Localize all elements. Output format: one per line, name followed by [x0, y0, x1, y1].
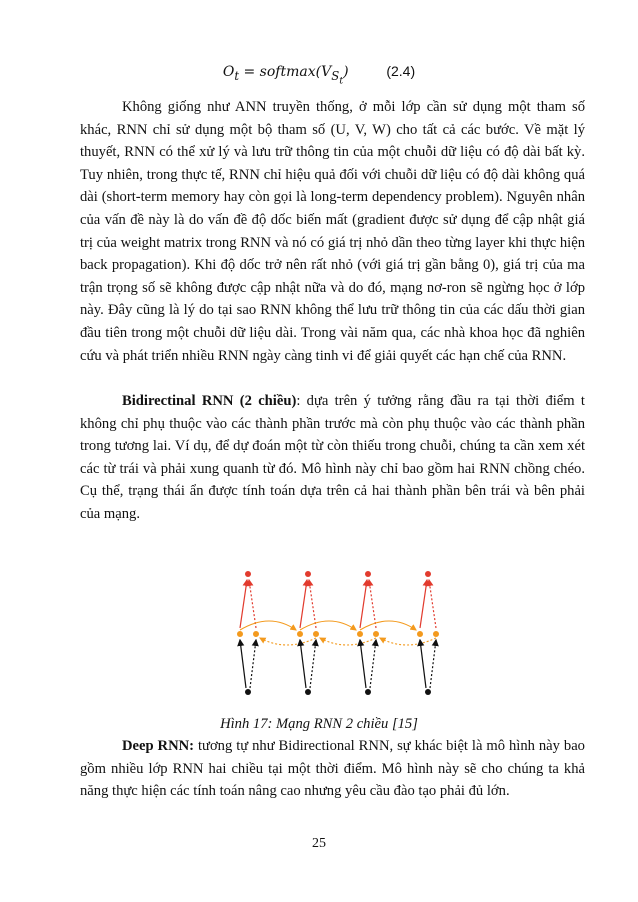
bidirectional-description: : dựa trên ý tưởng rằng đầu ra tại thời điểm t không chỉ phụ thuộc vào các thành phần trước mà còn phụ thuộc vào các thành phần trong tương lai. Ví dụ, để dự đoán một từ còn thiếu trong chuỗi, chúng ta cần xem xét các từ trái và phải xung quanh từ đó. Mô hình này chỉ bao gồm hai RNN chồng chéo. Cụ thể, trạng thái ẩn được tính toán dựa trên cả hai thành phần bên trái và bên phải của mạng.: [80, 393, 585, 522]
input-arrow-backward: [430, 640, 436, 688]
input-arrow-backward: [250, 640, 256, 688]
output-arrow: [420, 580, 427, 628]
output-arrow-backward: [249, 580, 256, 628]
output-arrow-backward: [369, 580, 376, 628]
hidden-node-forward: [237, 631, 243, 637]
forward-recurrent-arrow: [300, 621, 356, 630]
input-arrow: [420, 640, 426, 688]
hidden-node-backward: [373, 631, 379, 637]
input-arrow-backward: [310, 640, 316, 688]
input-node: [245, 689, 251, 695]
figure-caption: Hình 17: Mạng RNN 2 chiều [15]: [220, 716, 418, 732]
output-arrow-backward: [309, 580, 316, 628]
output-arrow: [360, 580, 367, 628]
deep-rnn-term: Deep RNN:: [122, 738, 195, 754]
bidirectional-term: Bidirectinal RNN (2 chiều): [122, 393, 297, 409]
equation-formula: $O_t$ = $softmax(V_{S_t})$: [222, 64, 349, 87]
input-arrow: [360, 640, 366, 688]
equation-number: (2.4): [386, 63, 416, 79]
output-node: [365, 571, 371, 577]
paragraph-deep-rnn: [80, 735, 585, 803]
input-arrow: [300, 640, 306, 688]
backward-recurrent-arrow: [260, 638, 316, 645]
bidirectional-rnn-diagram: [220, 562, 452, 702]
forward-recurrent-arrow: [360, 621, 416, 630]
input-node: [305, 689, 311, 695]
deep-rnn-description: tương tự như Bidirectional RNN, sự khác biệt là mô hình này bao gồm nhiều lớp RNN hai chiều tại một thời điểm. Mô hình này sẽ cho chúng ta khả năng thực hiện các tính toán nâng cao nhưng yêu cầu đào tạo phải đủ lớn.: [80, 738, 585, 800]
output-arrow: [300, 580, 307, 628]
hidden-node-forward: [357, 631, 363, 637]
hidden-node-backward: [253, 631, 259, 637]
paragraph-bidirectional-rnn: [80, 390, 585, 526]
hidden-node-backward: [433, 631, 439, 637]
backward-recurrent-arrow: [320, 638, 376, 645]
paragraph-rnn-limitations: Không giống như ANN truyền thống, ở mỗi lớp cần sử dụng một tham số khác, RNN chỉ sử dụng một bộ tham số (U, V, W) cho tất cả các bước. Về mặt lý thuyết, RNN có thể xử lý và lưu trữ thông tin của một chuỗi dữ liệu có độ dài bất kỳ. Tuy nhiên, trong thực tế, RNN chỉ hiệu quả đối với chuỗi dữ liệu có độ dài không quá dài (short-term memory hay còn gọi là long-term dependency problem). Nguyên nhân của vấn đề này là do vấn đề độ dốc biến mất (gradient được sử dụng để cập nhật giá trị của weight matrix trong RNN và nó có giá trị nhỏ dần theo từng layer khi thực hiện back propagation). Khi độ dốc trở nên rất nhỏ (với giá trị gần bằng 0), giá trị của ma trận trọng số sẽ không được cập nhật nữa và do đó, mạng nơ-ron sẽ ngừng học ở lớp này. Đây cũng là lý do tại sao RNN không thể lưu trữ thông tin của các dấu thời gian đầu tiên trong một chuỗi dữ liệu dài. Trong vài năm qua, các nhà khoa học đã nghiên cứu và phát triển nhiều RNN ngày càng tinh vi để giải quyết các hạn chế của RNN.: [80, 99, 585, 364]
equation-2-4: [0, 63, 638, 86]
backward-recurrent-arrow: [380, 638, 436, 645]
hidden-node-forward: [297, 631, 303, 637]
output-arrow: [240, 580, 247, 628]
hidden-node-backward: [313, 631, 319, 637]
input-arrow-backward: [370, 640, 376, 688]
input-node: [425, 689, 431, 695]
output-node: [425, 571, 431, 577]
output-node: [305, 571, 311, 577]
output-arrow-backward: [429, 580, 436, 628]
page-number: 25: [312, 836, 326, 851]
forward-recurrent-arrow: [240, 621, 296, 630]
input-arrow: [240, 640, 246, 688]
output-node: [245, 571, 251, 577]
hidden-node-forward: [417, 631, 423, 637]
input-node: [365, 689, 371, 695]
